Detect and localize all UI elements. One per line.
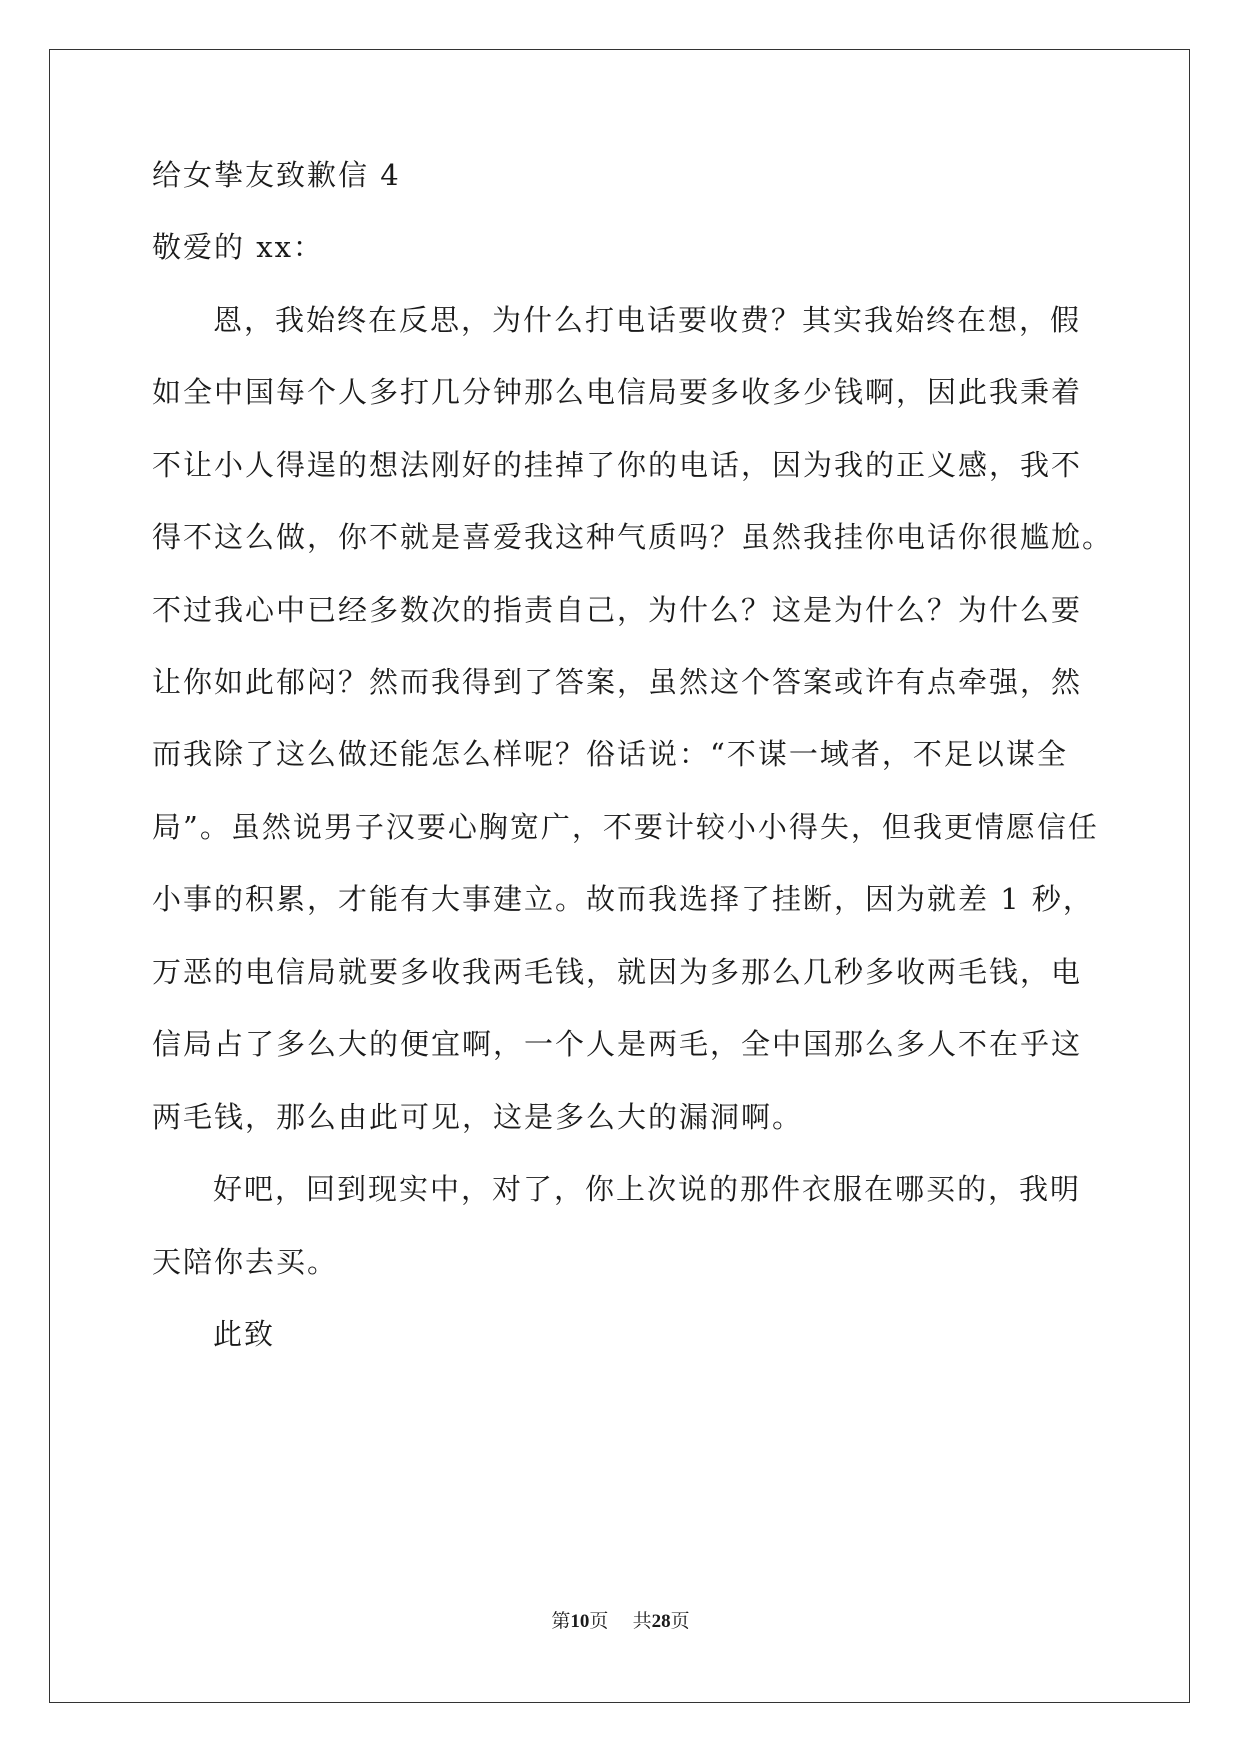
paragraph-line: 得不这么做，你不就是喜爱我这种气质吗？虽然我挂你电话你很尴尬。 xyxy=(152,520,1114,554)
paragraph-line: 恩，我始终在反思，为什么打电话要收费？其实我始终在想，假 xyxy=(213,303,1082,337)
salutation: 敬爱的 xx： xyxy=(152,230,324,264)
closing: 此致 xyxy=(213,1317,276,1351)
paragraph-line: 让你如此郁闷？然而我得到了答案，虽然这个答案或许有点牵强，然 xyxy=(152,665,1083,699)
total-suffix: 页 xyxy=(670,1610,690,1632)
paragraph-line: 如全中国每个人多打几分钟那么电信局要多收多少钱啊，因此我秉着 xyxy=(152,375,1083,409)
total-pages-number: 28 xyxy=(651,1611,671,1632)
paragraph-line: 不让小人得逞的想法刚好的挂掉了你的电话，因为我的正义感，我不 xyxy=(152,448,1083,482)
page-prefix: 第 xyxy=(551,1610,571,1632)
paragraph-line: 好吧，回到现实中，对了，你上次说的那件衣服在哪买的，我明 xyxy=(213,1172,1082,1206)
paragraph-line: 不过我心中已经多数次的指责自己，为什么？这是为什么？为什么要 xyxy=(152,593,1083,627)
current-page-number: 10 xyxy=(570,1611,590,1632)
page-border xyxy=(49,49,1190,1703)
paragraph-line: 天陪你去买。 xyxy=(152,1245,339,1279)
page-footer xyxy=(0,1608,1241,1635)
page-suffix: 页 xyxy=(589,1610,609,1632)
paragraph-line: 小事的积累，才能有大事建立。故而我选择了挂断，因为就差 1 秒， xyxy=(152,882,1094,916)
paragraph-line: 信局占了多么大的便宜啊，一个人是两毛，全中国那么多人不在乎这 xyxy=(152,1027,1083,1061)
total-prefix: 共 xyxy=(632,1610,652,1632)
paragraph-line: 而我除了这么做还能怎么样呢？俗话说：“不谋一域者，不足以谋全 xyxy=(152,737,1068,771)
document-title: 给女挚友致歉信 4 xyxy=(152,158,401,192)
paragraph-line: 两毛钱，那么由此可见，这是多么大的漏洞啊。 xyxy=(152,1100,804,1134)
paragraph-line: 万恶的电信局就要多收我两毛钱，就因为多那么几秒多收两毛钱，电 xyxy=(152,955,1083,989)
paragraph-line: 局”。虽然说男子汉要心胸宽广，不要计较小小得失，但我更情愿信任 xyxy=(152,810,1099,844)
